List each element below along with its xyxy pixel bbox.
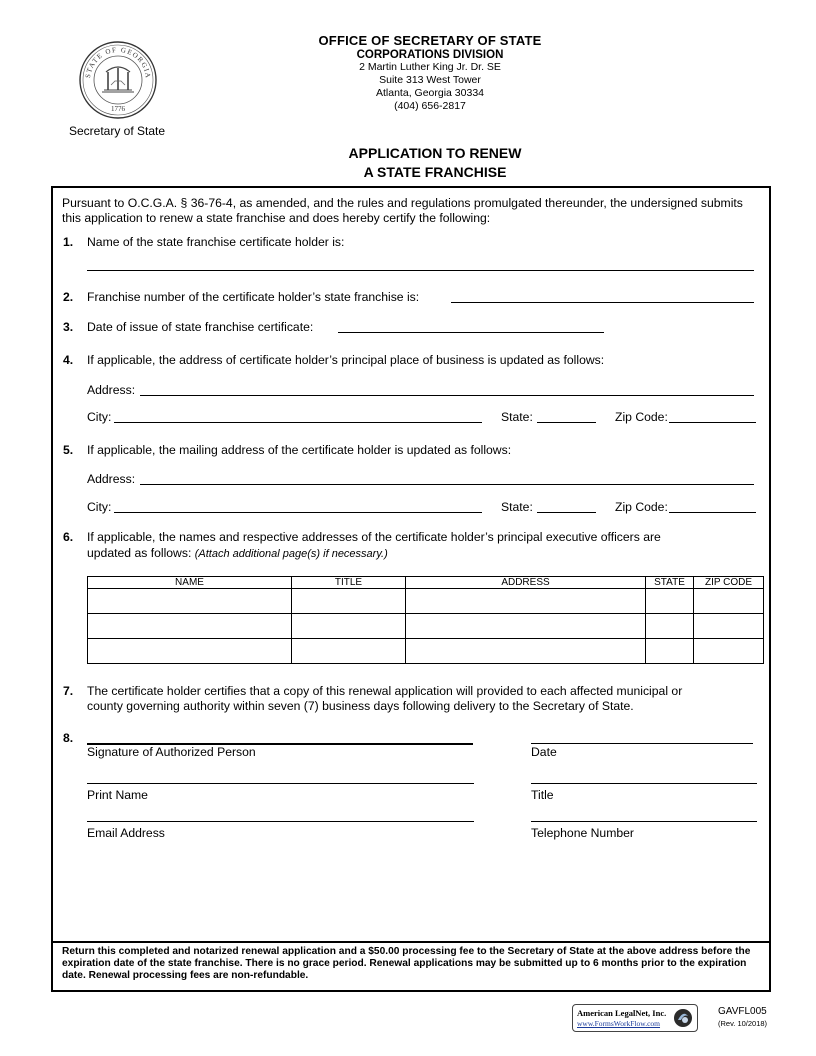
- officer-state-cell[interactable]: [646, 614, 694, 639]
- item-5-number: 5.: [63, 443, 74, 457]
- logo-swirl-icon: [673, 1008, 693, 1028]
- item-6-text-line-1: If applicable, the names and respective addresses of the certificate holder’s principal executive officers are: [87, 530, 661, 544]
- title-line-1: APPLICATION TO RENEW: [348, 145, 522, 161]
- phone-number: (404) 656-2817: [394, 100, 466, 112]
- officer-zip-cell[interactable]: [694, 639, 764, 664]
- business-zip-label: Zip Code:: [615, 410, 668, 424]
- business-address-label: Address:: [87, 383, 136, 397]
- officer-title-cell[interactable]: [292, 614, 406, 639]
- item-1-number: 1.: [63, 235, 74, 249]
- mailing-address-field[interactable]: [140, 484, 754, 485]
- officer-title-cell[interactable]: [292, 639, 406, 664]
- address-line-2: Suite 313 West Tower: [379, 74, 481, 86]
- officer-title-cell[interactable]: [292, 589, 406, 614]
- mailing-state-field[interactable]: [537, 512, 596, 513]
- mailing-address-label: Address:: [87, 472, 136, 486]
- address-line-3: Atlanta, Georgia 30334: [376, 87, 484, 99]
- item-6-note: (Attach additional page(s) if necessary.): [194, 548, 388, 560]
- item-7-text-line-1: The certificate holder certifies that a copy of this renewal application will provided to each affected municipal or: [87, 684, 683, 698]
- division-title: CORPORATIONS DIVISION: [356, 49, 504, 61]
- col-header-address: ADDRESS: [406, 577, 646, 589]
- revision-date: (Rev. 10/2018): [718, 1019, 768, 1028]
- item-6-number: 6.: [63, 530, 74, 544]
- col-header-title: TITLE: [292, 577, 406, 589]
- print-name-label: Print Name: [87, 788, 148, 802]
- officer-state-cell[interactable]: [646, 589, 694, 614]
- footer-divider: [53, 941, 769, 943]
- item-1-text: Name of the state franchise certificate holder is:: [87, 235, 345, 249]
- officers-table: [87, 576, 764, 664]
- header: [230, 33, 630, 113]
- franchise-number-field[interactable]: [451, 302, 754, 303]
- telephone-label: Telephone Number: [531, 826, 634, 840]
- item-7-text-line-2: county governing authority within seven (7) business days following delivery to the Secretary of State.: [87, 699, 634, 713]
- item-2-number: 2.: [63, 290, 74, 304]
- footer-instructions: Return this completed and notarized renewal application and a $50.00 processing fee to the Secretary of State at the above address before the expiration date of the state franchise. There is no grace period. Renewal applications may be submitted up to 6 months prior to the expiration date. Renewal processing fees are non-refundable.: [62, 946, 751, 981]
- logo-company: American LegalNet, Inc.: [577, 1008, 667, 1018]
- telephone-field[interactable]: [531, 821, 757, 822]
- print-name-field[interactable]: [87, 783, 474, 784]
- business-zip-field[interactable]: [669, 422, 756, 423]
- officer-name-cell[interactable]: [88, 589, 292, 614]
- col-header-name: NAME: [88, 577, 292, 589]
- item-4-number: 4.: [63, 353, 74, 367]
- mailing-zip-field[interactable]: [669, 512, 756, 513]
- table-row: [88, 639, 764, 664]
- georgia-seal: [78, 40, 158, 120]
- table-row: [88, 589, 764, 614]
- item-6-text-line-2: [87, 546, 388, 560]
- mailing-state-label: State:: [501, 500, 533, 514]
- item-3-number: 3.: [63, 320, 74, 334]
- business-state-label: State:: [501, 410, 533, 424]
- office-title: OFFICE OF SECRETARY OF STATE: [318, 33, 542, 48]
- business-state-field[interactable]: [537, 422, 596, 423]
- form-id: GAVFL005: [718, 1006, 767, 1017]
- seal-ring-text: STATE OF GEORGIA: [84, 45, 153, 80]
- mailing-city-label: City:: [87, 500, 112, 514]
- col-header-state: STATE: [646, 577, 694, 589]
- mailing-zip-label: Zip Code:: [615, 500, 668, 514]
- signature-label: Signature of Authorized Person: [87, 745, 256, 759]
- item-3-text: Date of issue of state franchise certificate:: [87, 320, 314, 334]
- item-5-text: If applicable, the mailing address of the certificate holder is updated as follows:: [87, 443, 512, 457]
- item-2-text: Franchise number of the certificate holder’s state franchise is:: [87, 290, 420, 304]
- date-field[interactable]: [531, 743, 753, 744]
- item-7-number: 7.: [63, 684, 74, 698]
- col-header-zip: ZIP CODE: [694, 577, 764, 589]
- officer-state-cell[interactable]: [646, 639, 694, 664]
- officer-name-cell[interactable]: [88, 639, 292, 664]
- business-city-field[interactable]: [114, 422, 482, 423]
- title-line-2: A STATE FRANCHISE: [363, 164, 507, 180]
- business-city-label: City:: [87, 410, 112, 424]
- officer-address-cell[interactable]: [406, 639, 646, 664]
- officer-name-cell[interactable]: [88, 614, 292, 639]
- title-label: Title: [531, 788, 554, 802]
- intro-paragraph: Pursuant to O.C.G.A. § 36-76-4, as amended, and the rules and regulations promulgated thereunder, the undersigned submits this application to renew a state franchise and does hereby certify the following:: [62, 196, 743, 225]
- mailing-city-field[interactable]: [114, 512, 482, 513]
- officer-address-cell[interactable]: [406, 614, 646, 639]
- logo-url[interactable]: www.FormsWorkFlow.com: [577, 1019, 661, 1028]
- title-field[interactable]: [531, 783, 757, 784]
- email-field[interactable]: [87, 821, 474, 822]
- holder-name-field[interactable]: [87, 270, 754, 271]
- officer-address-cell[interactable]: [406, 589, 646, 614]
- address-line-1: 2 Martin Luther King Jr. Dr. SE: [359, 61, 501, 73]
- legalnet-logo[interactable]: [572, 1004, 698, 1032]
- business-address-field[interactable]: [140, 395, 754, 396]
- seal-year: 1776: [111, 105, 125, 113]
- officer-zip-cell[interactable]: [694, 589, 764, 614]
- page-title: [230, 144, 640, 182]
- item-6-text-2: updated as follows:: [87, 546, 192, 560]
- secretary-of-state-label: Secretary of State: [69, 124, 166, 138]
- date-label: Date: [531, 745, 557, 759]
- item-4-text: If applicable, the address of certificate holder’s principal place of business is updated as follows:: [87, 353, 605, 367]
- issue-date-field[interactable]: [338, 332, 604, 333]
- email-label: Email Address: [87, 826, 165, 840]
- table-row: [88, 614, 764, 639]
- officer-zip-cell[interactable]: [694, 614, 764, 639]
- item-8-number: 8.: [63, 731, 74, 745]
